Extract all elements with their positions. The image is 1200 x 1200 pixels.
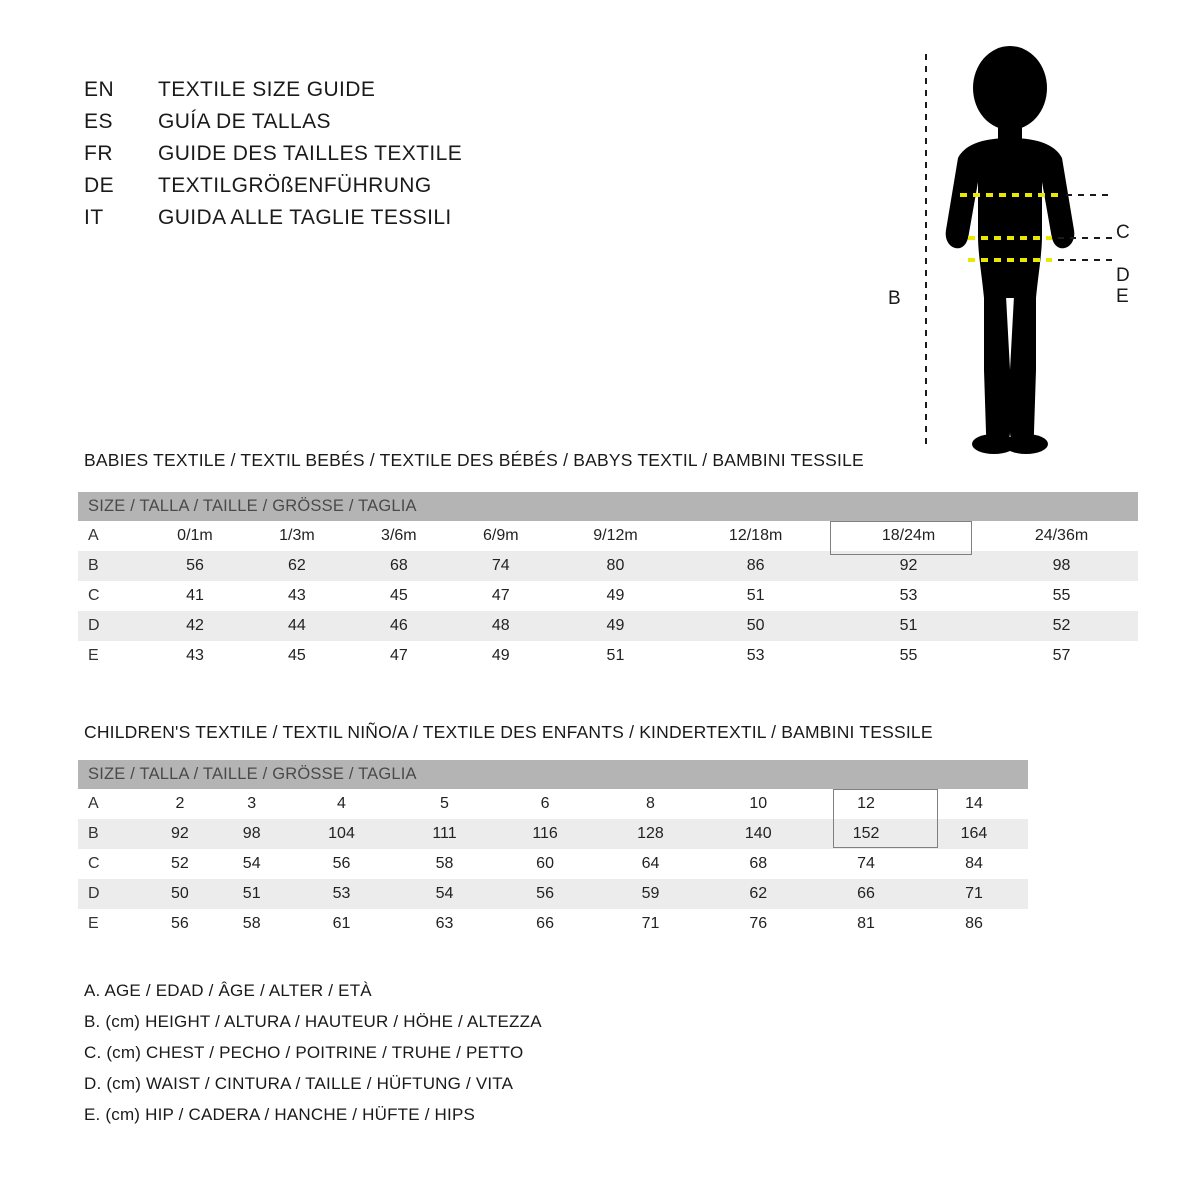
babies-cell: 49 xyxy=(450,641,552,671)
babies-cell: 49 xyxy=(552,581,679,611)
children-cell: 8 xyxy=(597,789,705,819)
children-row-label: A xyxy=(78,789,144,819)
children-cell: 61 xyxy=(288,909,396,939)
children-table-head xyxy=(78,760,1028,789)
babies-cell: 45 xyxy=(246,641,348,671)
babies-cell: 55 xyxy=(832,641,985,671)
child-silhouette-icon xyxy=(860,40,1160,460)
title-text-de: TEXTILGRÖßENFÜHRUNG xyxy=(158,174,432,197)
children-cell: 84 xyxy=(920,849,1028,879)
children-cell: 12 xyxy=(812,789,920,819)
legend-item-c: C. (cm) CHEST / PECHO / POITRINE / TRUHE / PETTO xyxy=(84,1043,524,1062)
babies-cell: 45 xyxy=(348,581,450,611)
babies-cell: 55 xyxy=(985,581,1138,611)
babies-cell: 80 xyxy=(552,551,679,581)
babies-cell: 12/18m xyxy=(679,521,832,551)
table-row xyxy=(78,849,1028,879)
title-block xyxy=(84,78,462,238)
figure-label-b: B xyxy=(888,288,901,309)
children-cell: 164 xyxy=(920,819,1028,849)
children-cell: 66 xyxy=(494,909,597,939)
figure-label-e: E xyxy=(1116,286,1129,307)
babies-cell: 68 xyxy=(348,551,450,581)
babies-cell: 43 xyxy=(144,641,246,671)
babies-cell: 3/6m xyxy=(348,521,450,551)
table-row xyxy=(78,551,1138,581)
title-lang-de: DE xyxy=(84,174,115,197)
babies-table-body xyxy=(78,521,1138,671)
babies-cell: 9/12m xyxy=(552,521,679,551)
children-cell: 56 xyxy=(288,849,396,879)
children-cell: 71 xyxy=(920,879,1028,909)
children-column-header: SIZE / TALLA / TAILLE / GRÖSSE / TAGLIA xyxy=(78,760,1028,789)
babies-cell: 53 xyxy=(679,641,832,671)
children-cell: 63 xyxy=(395,909,493,939)
babies-cell: 51 xyxy=(832,611,985,641)
babies-cell: 6/9m xyxy=(450,521,552,551)
children-cell: 98 xyxy=(216,819,288,849)
title-lang-fr: FR xyxy=(84,142,113,165)
children-cell: 152 xyxy=(812,819,920,849)
children-cell: 14 xyxy=(920,789,1028,819)
title-lang-it: IT xyxy=(84,206,104,229)
babies-row-label: C xyxy=(78,581,144,611)
title-text-fr: GUIDE DES TAILLES TEXTILE xyxy=(158,142,463,165)
babies-cell: 0/1m xyxy=(144,521,246,551)
title-text-en: TEXTILE SIZE GUIDE xyxy=(158,78,376,101)
children-cell: 10 xyxy=(704,789,812,819)
babies-cell: 1/3m xyxy=(246,521,348,551)
table-row xyxy=(78,581,1138,611)
children-cell: 51 xyxy=(216,879,288,909)
title-text-es: GUÍA DE TALLAS xyxy=(158,110,331,133)
children-cell: 59 xyxy=(597,879,705,909)
title-lang-es: ES xyxy=(84,110,114,133)
children-size-table xyxy=(78,760,1028,939)
children-cell: 58 xyxy=(395,849,493,879)
children-cell: 50 xyxy=(144,879,216,909)
children-cell: 3 xyxy=(216,789,288,819)
table-row xyxy=(78,819,1028,849)
children-cell: 86 xyxy=(920,909,1028,939)
title-row-es xyxy=(84,110,462,142)
figure-label-d: D xyxy=(1116,265,1130,286)
title-row-de xyxy=(84,174,462,206)
babies-cell: 51 xyxy=(679,581,832,611)
children-cell: 6 xyxy=(494,789,597,819)
babies-cell: 56 xyxy=(144,551,246,581)
children-cell: 52 xyxy=(144,849,216,879)
babies-cell: 98 xyxy=(985,551,1138,581)
babies-row-label: B xyxy=(78,551,144,581)
table-row xyxy=(78,641,1138,671)
babies-row-label: D xyxy=(78,611,144,641)
babies-cell: 52 xyxy=(985,611,1138,641)
children-cell: 60 xyxy=(494,849,597,879)
children-cell: 111 xyxy=(395,819,493,849)
children-cell: 4 xyxy=(288,789,396,819)
babies-cell: 49 xyxy=(552,611,679,641)
children-cell: 116 xyxy=(494,819,597,849)
children-cell: 74 xyxy=(812,849,920,879)
babies-cell: 47 xyxy=(450,581,552,611)
legend-item-b: B. (cm) HEIGHT / ALTURA / HAUTEUR / HÖHE / ALTEZZA xyxy=(84,1012,542,1031)
children-cell: 68 xyxy=(704,849,812,879)
children-section-heading: CHILDREN'S TEXTILE / TEXTIL NIÑO/A / TEXTILE DES ENFANTS / KINDERTEXTIL / BAMBINI TESSILE xyxy=(84,722,933,742)
babies-table-head xyxy=(78,492,1138,521)
children-cell: 62 xyxy=(704,879,812,909)
children-cell: 56 xyxy=(144,909,216,939)
children-cell: 140 xyxy=(704,819,812,849)
babies-cell: 18/24m xyxy=(832,521,985,551)
children-cell: 104 xyxy=(288,819,396,849)
children-cell: 58 xyxy=(216,909,288,939)
babies-cell: 53 xyxy=(832,581,985,611)
children-cell: 64 xyxy=(597,849,705,879)
table-row xyxy=(78,611,1138,641)
table-row xyxy=(78,789,1028,819)
children-cell: 2 xyxy=(144,789,216,819)
babies-row-label: E xyxy=(78,641,144,671)
babies-cell: 62 xyxy=(246,551,348,581)
babies-cell: 47 xyxy=(348,641,450,671)
babies-cell: 51 xyxy=(552,641,679,671)
babies-cell: 50 xyxy=(679,611,832,641)
title-text-it: GUIDA ALLE TAGLIE TESSILI xyxy=(158,206,452,229)
children-cell: 71 xyxy=(597,909,705,939)
babies-header-row xyxy=(78,492,1138,521)
children-cell: 56 xyxy=(494,879,597,909)
babies-cell: 42 xyxy=(144,611,246,641)
table-row xyxy=(78,521,1138,551)
title-row-en xyxy=(84,78,462,110)
children-cell: 66 xyxy=(812,879,920,909)
children-row-label: D xyxy=(78,879,144,909)
title-row-it xyxy=(84,206,462,238)
legend-item-a: A. AGE / EDAD / ÂGE / ALTER / ETÀ xyxy=(84,981,372,1000)
children-cell: 54 xyxy=(216,849,288,879)
children-header-row xyxy=(78,760,1028,789)
babies-cell: 44 xyxy=(246,611,348,641)
children-cell: 76 xyxy=(704,909,812,939)
babies-cell: 92 xyxy=(832,551,985,581)
table-row xyxy=(78,879,1028,909)
table-row xyxy=(78,909,1028,939)
title-row-fr xyxy=(84,142,462,174)
babies-cell: 86 xyxy=(679,551,832,581)
title-lang-en: EN xyxy=(84,78,115,101)
children-cell: 81 xyxy=(812,909,920,939)
children-row-label: B xyxy=(78,819,144,849)
legend xyxy=(84,975,542,1130)
children-row-label: C xyxy=(78,849,144,879)
children-cell: 92 xyxy=(144,819,216,849)
figure-label-c: C xyxy=(1116,222,1130,243)
children-cell: 5 xyxy=(395,789,493,819)
children-table-body xyxy=(78,789,1028,939)
legend-item-e: E. (cm) HIP / CADERA / HANCHE / HÜFTE / HIPS xyxy=(84,1105,476,1124)
legend-item-d: D. (cm) WAIST / CINTURA / TAILLE / HÜFTUNG / VITA xyxy=(84,1074,514,1093)
children-cell: 54 xyxy=(395,879,493,909)
babies-size-table xyxy=(78,492,1138,671)
babies-row-label: A xyxy=(78,521,144,551)
babies-cell: 57 xyxy=(985,641,1138,671)
body-measurement-figure xyxy=(860,40,1160,460)
babies-section-heading: BABIES TEXTILE / TEXTIL BEBÉS / TEXTILE DES BÉBÉS / BABYS TEXTIL / BAMBINI TESSILE xyxy=(84,450,864,470)
children-row-label: E xyxy=(78,909,144,939)
babies-cell: 43 xyxy=(246,581,348,611)
babies-cell: 24/36m xyxy=(985,521,1138,551)
babies-cell: 41 xyxy=(144,581,246,611)
babies-column-header: SIZE / TALLA / TAILLE / GRÖSSE / TAGLIA xyxy=(78,492,1138,521)
children-cell: 53 xyxy=(288,879,396,909)
babies-cell: 74 xyxy=(450,551,552,581)
babies-cell: 48 xyxy=(450,611,552,641)
children-cell: 128 xyxy=(597,819,705,849)
babies-cell: 46 xyxy=(348,611,450,641)
